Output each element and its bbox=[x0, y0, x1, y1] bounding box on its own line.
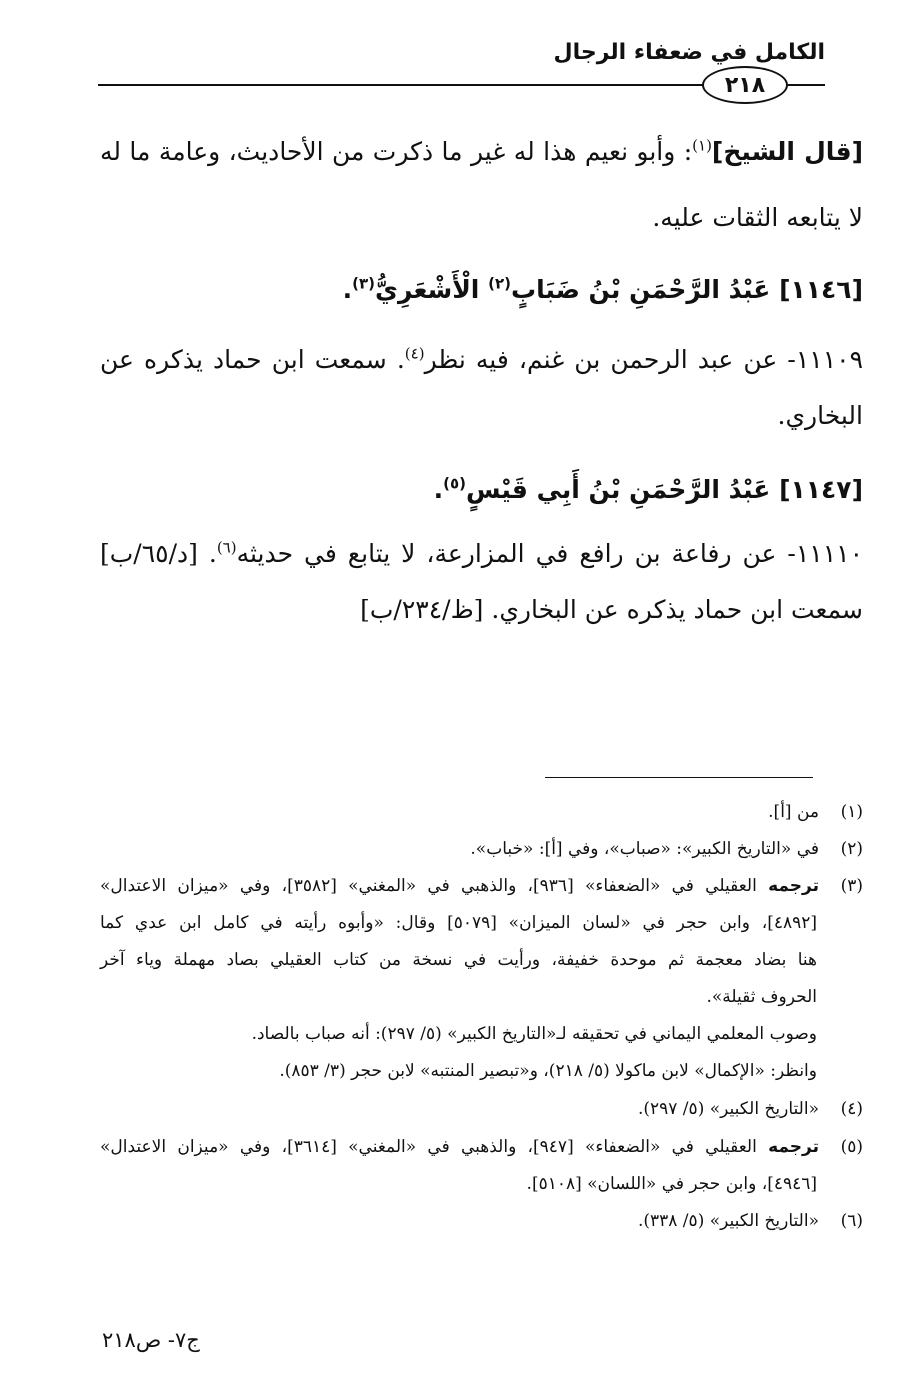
footnote-text: العقيلي في «الضعفاء» [٩٤٧]، والذهبي في «المغني» [٣٦١٤]، وفي «ميزان الاعتدال» bbox=[100, 1137, 757, 1157]
report-text-a: ١١١١٠- عن رفاعة بن رافع في المزارعة، لا يتابع في حديثه bbox=[236, 539, 863, 568]
footnote-5-line2: [٤٩٤٦]، وابن حجر في «اللسان» [٥١٠٨]. bbox=[526, 1174, 817, 1194]
volume-page-reference: ج٧- ص٢١٨ bbox=[102, 1328, 200, 1352]
entry-heading-1147 bbox=[434, 470, 863, 510]
page-number: ٢١٨ bbox=[724, 72, 766, 98]
footnote-number: (٤) bbox=[840, 1099, 863, 1119]
report-11109-line2: البخاري. bbox=[777, 401, 863, 430]
entry-heading-1146 bbox=[343, 270, 863, 310]
report-11109-line1 bbox=[100, 340, 863, 380]
footnote-3-line5: وصوب المعلمي اليماني في تحقيقه لـ«التاريخ الكبير» (٥/ ٢٩٧): أنه صباب بالصاد. bbox=[251, 1024, 817, 1044]
report-11110-line2: سمعت ابن حماد يذكره عن البخاري. [ظ/٢٣٤/ب] bbox=[360, 595, 863, 624]
para1-line2: لا يتابعه الثقات عليه. bbox=[652, 203, 863, 232]
report-text-b: . [د/٦٥/ب] bbox=[100, 539, 217, 568]
entry-name-b: الْأَشْعَرِيُّ bbox=[375, 275, 480, 304]
footnote-5-line1 bbox=[100, 1132, 863, 1162]
page-number-badge bbox=[702, 66, 788, 104]
para1-line1 bbox=[100, 132, 863, 172]
note-ref-2: (٢) bbox=[488, 274, 511, 293]
para1-lead: [قال الشيخ] bbox=[711, 137, 863, 166]
report-11110-line1 bbox=[100, 534, 863, 574]
footnote-4 bbox=[100, 1094, 863, 1124]
footnote-lead: ترجمه bbox=[768, 1137, 819, 1157]
footnote-rule bbox=[545, 777, 813, 778]
report-text-a: ١١١٠٩- عن عبد الرحمن بن غنم، فيه نظر bbox=[424, 345, 864, 374]
note-ref-1: (١) bbox=[692, 136, 712, 155]
footnote-number: (٥) bbox=[840, 1137, 863, 1157]
note-ref-4: (٤) bbox=[404, 344, 425, 363]
footnote-number: (١) bbox=[840, 802, 863, 822]
footnote-3-line4: الحروف ثقيلة». bbox=[706, 987, 817, 1007]
note-ref-3: (٣) bbox=[352, 274, 376, 293]
entry-end: . bbox=[433, 475, 444, 504]
entry-end: . bbox=[342, 275, 353, 304]
footnote-3-line6: وانظر: «الإكمال» لابن ماكولا (٥/ ٢١٨)، و«تبصير المنتبه» لابن حجر (٣/ ٨٥٣). bbox=[279, 1061, 817, 1081]
footnote-6 bbox=[100, 1206, 863, 1236]
footnote-text: «التاريخ الكبير» (٥/ ٣٣٨). bbox=[637, 1211, 819, 1231]
para1-text: : وأبو نعيم هذا له غير ما ذكرت من الأحاديث، وعامة ما له bbox=[100, 137, 693, 166]
footnote-text: «التاريخ الكبير» (٥/ ٢٩٧). bbox=[637, 1099, 819, 1119]
footnote-number: (٢) bbox=[840, 839, 863, 859]
footnote-number: (٦) bbox=[840, 1211, 863, 1231]
entry-name: عَبْدُ الرَّحْمَنِ بْنُ أَبِي قَيْسٍ bbox=[465, 475, 771, 504]
report-text-b: . سمعت ابن حماد يذكره عن bbox=[100, 345, 405, 374]
note-ref-5: (٥) bbox=[443, 474, 466, 493]
entry-number: [١١٤٧] bbox=[779, 475, 863, 504]
footnote-1 bbox=[100, 797, 863, 827]
running-title: الكامل في ضعفاء الرجال bbox=[553, 40, 825, 65]
footnote-3-line1 bbox=[100, 871, 863, 901]
entry-name-a: عَبْدُ الرَّحْمَنِ بْنُ ضَبَابٍ bbox=[510, 275, 771, 304]
footnote-3-line2: [٤٨٩٢]، وابن حجر في «لسان الميزان» [٥٠٧٩] وقال: «وأبوه رأيته في كامل ابن عدي كما bbox=[100, 913, 817, 933]
footnote-lead: ترجمه bbox=[768, 876, 819, 896]
footnote-3-line3: هنا بضاد معجمة ثم موحدة خفيفة، ورأيت في نسخة من كتاب العقيلي بصاد مهملة وياء آخر bbox=[100, 950, 817, 970]
footnote-2 bbox=[100, 834, 863, 864]
footnote-text: في «التاريخ الكبير»: «صباب»، وفي [أ]: «خباب». bbox=[470, 839, 819, 859]
footnote-text: من [أ]. bbox=[768, 802, 819, 822]
note-ref-6: (٦) bbox=[216, 538, 237, 557]
entry-number: [١١٤٦] bbox=[779, 275, 863, 304]
footnote-number: (٣) bbox=[840, 876, 863, 896]
footnote-text: العقيلي في «الضعفاء» [٩٣٦]، والذهبي في «المغني» [٣٥٨٢]، وفي «ميزان الاعتدال» bbox=[100, 876, 757, 896]
